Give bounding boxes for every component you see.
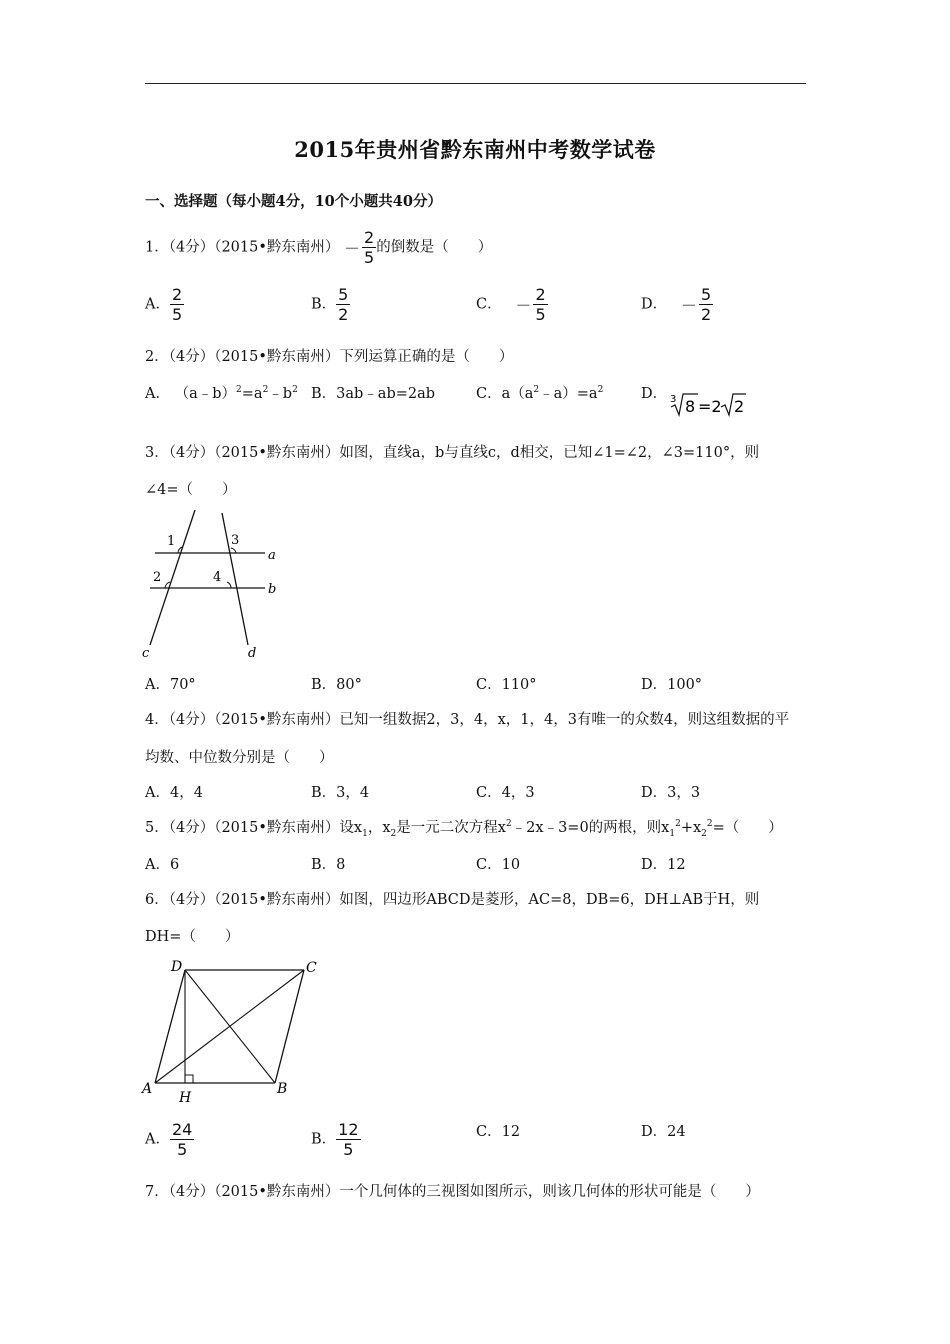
question-7: 7．（4分）（2015•黔东南州）一个几何体的三视图如图所示，则该几何体的形状可能是（ ） <box>145 1184 760 1200</box>
question-1-suffix: 的倒数是（ ） <box>376 239 493 256</box>
q3-option-c[interactable]: C．110° <box>476 677 537 693</box>
q2-option-d[interactable]: D． <box>641 386 668 402</box>
question-5: 5．（4分）（2015•黔东南州）设$x_1$，$x_2$是一元二次方程$x^2﹣2x﹣3=0$的两根，则$x_1^2+x_2^2=$（ ） <box>145 819 783 839</box>
q4-option-c[interactable]: C．4，3 <box>476 785 535 801</box>
q1-option-c[interactable]: C． － $\frac{2}{5}$ <box>476 285 546 324</box>
q2-option-c[interactable]: C．$a(a^2﹣a)=a^2$ <box>476 385 604 402</box>
question-1-prefix: 1．（4分）（2015•黔东南州） <box>145 239 340 256</box>
radicand-2: 2 <box>734 397 745 416</box>
angle-4-arc <box>227 582 231 588</box>
q6-option-a[interactable]: A． $\frac{24}{5}$ <box>145 1120 193 1159</box>
q2-option-d-formula <box>668 390 748 418</box>
label-3: 3 <box>231 533 240 548</box>
q3-figure <box>140 505 290 665</box>
q1-option-b[interactable]: B． $\frac{5}{2}$ <box>311 285 349 324</box>
q6-option-d[interactable]: D．24 <box>641 1124 686 1140</box>
cube-root-index: 3 <box>670 394 677 405</box>
q3-option-d[interactable]: D．100° <box>641 677 703 693</box>
question-2: 2．（4分）（2015•黔东南州）下列运算正确的是（ ） <box>145 349 514 365</box>
equals-two: =2 <box>698 397 722 416</box>
question-6-line2: DH=（ ） <box>145 929 240 945</box>
label-2: 2 <box>153 570 162 585</box>
side-ad <box>155 970 185 1083</box>
q6-figure-rhombus <box>138 955 328 1105</box>
label-H: H <box>179 1090 192 1105</box>
label-B: B <box>277 1081 288 1097</box>
question-6-line1: 6．（4分）（2015•黔东南州）如图，四边形ABCD是菱形，AC=8，DB=6，DH⊥AB于H，则 <box>145 892 760 908</box>
q6-option-c[interactable]: C．12 <box>476 1124 521 1140</box>
question-1 <box>145 228 492 267</box>
question-4-line2: 均数、中位数分别是（ ） <box>145 750 334 766</box>
diagonal-db <box>185 970 275 1083</box>
question-4-line1: 4．（4分）（2015•黔东南州）已知一组数据2，3，4，x，1，4，3有唯一的众数4，则这组数据的平 <box>145 712 790 728</box>
page-title: 2015年贵州省黔东南州中考数学试卷 <box>294 137 656 162</box>
label-1: 1 <box>167 534 176 549</box>
q3-option-a[interactable]: A．70° <box>145 677 196 693</box>
label-b: b <box>268 582 277 597</box>
question-1-neg: － <box>344 239 361 258</box>
q4-option-b[interactable]: B．3，4 <box>311 785 370 801</box>
q5-option-b[interactable]: B．8 <box>311 857 346 873</box>
q2-option-a[interactable]: A． $(a﹣b)^2=a^2﹣b^2$ <box>145 385 298 402</box>
question-1-fraction: $\frac{2}{5}$ <box>364 228 375 267</box>
q5-option-a[interactable]: A．6 <box>145 857 180 873</box>
side-cb <box>275 970 304 1083</box>
q3-option-b[interactable]: B．80° <box>311 677 362 693</box>
q2-option-b[interactable]: B．3ab﹣ab=2ab <box>311 386 436 402</box>
label-a: a <box>268 548 276 563</box>
q1-option-a[interactable]: A． $\frac{2}{5}$ <box>145 285 183 324</box>
q5-option-c[interactable]: C．10 <box>476 857 521 873</box>
label-d: d <box>248 646 257 661</box>
section-heading: 一、选择题（每小题4分，10个小题共40分） <box>145 193 442 210</box>
question-3-line1: 3．（4分）（2015•黔东南州）如图，直线a，b与直线c，d相交，已知∠1=∠2，∠3=110°，则 <box>145 445 760 461</box>
header-rule <box>145 83 806 84</box>
radicand: 8 <box>685 397 696 416</box>
q6-option-b[interactable]: B． $\frac{12}{5}$ <box>311 1120 359 1159</box>
q4-option-a[interactable]: A．4，4 <box>145 785 203 801</box>
angle-3-arc <box>231 548 236 553</box>
label-C: C <box>306 960 317 976</box>
label-D: D <box>171 959 183 975</box>
label-c: c <box>142 646 150 661</box>
label-4: 4 <box>213 570 222 585</box>
q4-option-d[interactable]: D．3，3 <box>641 785 701 801</box>
right-angle-mark <box>185 1075 193 1083</box>
label-A: A <box>142 1081 153 1097</box>
q5-option-d[interactable]: D．12 <box>641 857 686 873</box>
q1-option-d[interactable]: D． － $\frac{5}{2}$ <box>641 285 712 324</box>
question-3-line2: ∠4=（ ） <box>145 482 237 498</box>
